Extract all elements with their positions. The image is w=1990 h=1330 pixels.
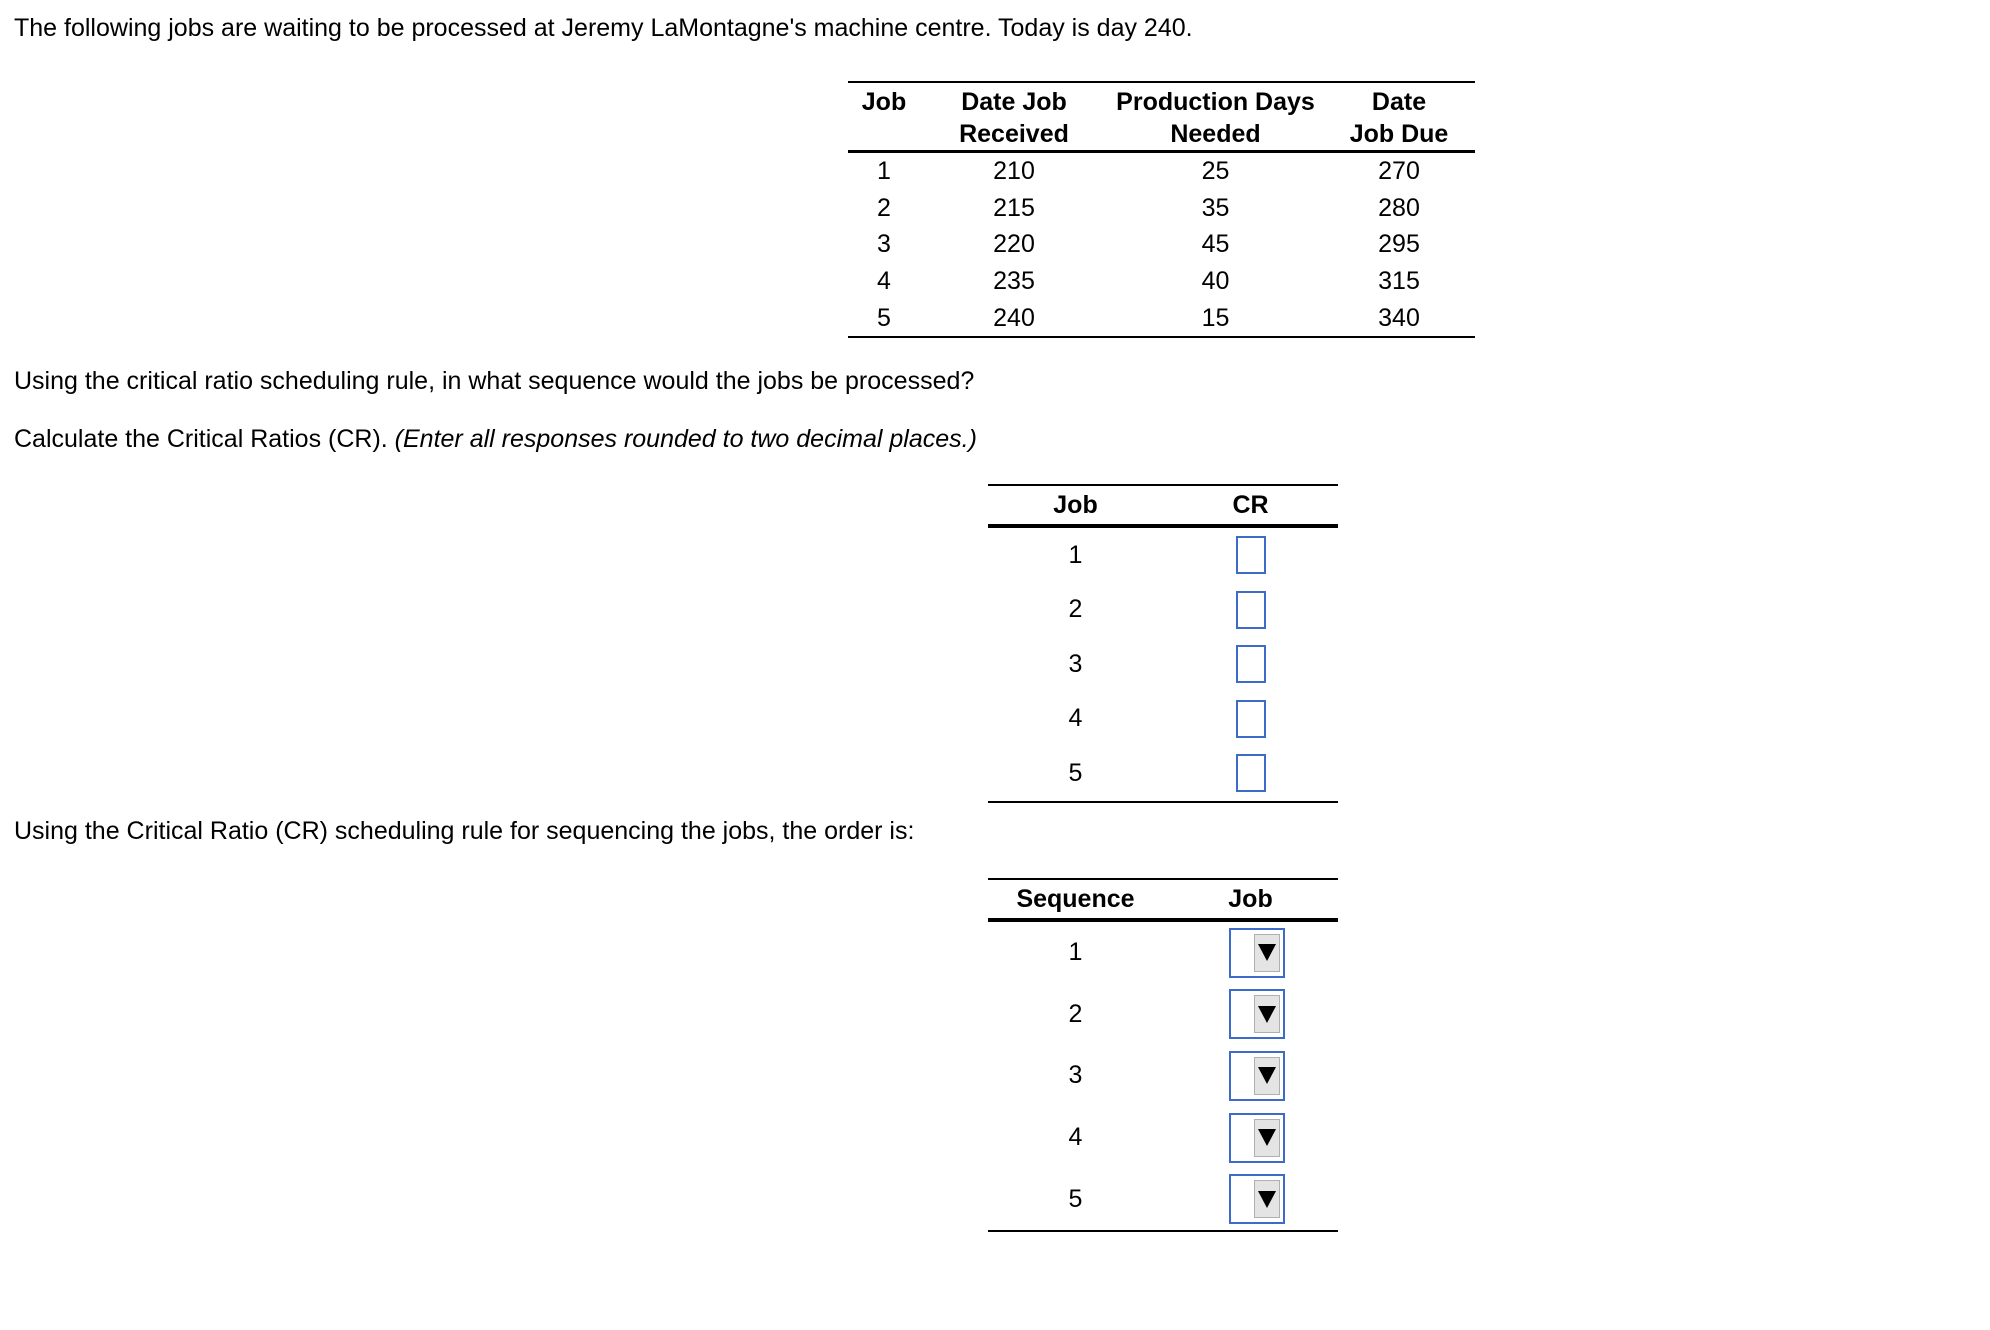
triangle-down-icon	[1258, 1006, 1276, 1023]
question-order: Using the Critical Ratio (CR) scheduling rule for sequencing the jobs, the order is:	[14, 817, 915, 845]
cr-header-cr: CR	[1232, 490, 1269, 519]
cell-date-due: 340	[1323, 299, 1475, 337]
cr-table-header	[988, 486, 1338, 528]
cell-date-received: 220	[993, 230, 1035, 259]
sequence-row	[988, 922, 1338, 984]
cr-input-job-1[interactable]	[1236, 536, 1266, 574]
header-production-days	[1108, 82, 1323, 152]
cell-date-due: 315	[1378, 267, 1420, 296]
cr-input-job-5[interactable]	[1236, 754, 1266, 792]
dropdown-button[interactable]	[1254, 1057, 1280, 1095]
sequence-row	[988, 1168, 1338, 1230]
cr-header-job: Job	[1053, 490, 1098, 519]
job-dropdown-seq-2[interactable]	[1229, 989, 1285, 1039]
sequence-number: 3	[1068, 1061, 1083, 1090]
cr-input-job-4[interactable]	[1236, 700, 1266, 738]
cr-row	[988, 692, 1338, 747]
header-date-due-line2: Job Due	[1349, 120, 1449, 148]
sequence-header-sequence: Sequence	[1016, 884, 1135, 913]
cr-row	[988, 746, 1338, 801]
cell-production-days: 15	[1108, 299, 1323, 337]
triangle-down-icon	[1258, 1129, 1276, 1146]
cell-date-received: 210	[993, 157, 1035, 186]
table-row	[848, 152, 1475, 190]
table-row	[848, 263, 1475, 300]
triangle-down-icon	[1258, 1191, 1276, 1208]
sequence-table-header	[988, 880, 1338, 922]
header-date-received-line2: Received	[959, 120, 1069, 148]
job-dropdown-seq-3[interactable]	[1229, 1051, 1285, 1101]
question-calculate-cr-note: (Enter all responses rounded to two decimal places.)	[394, 425, 977, 453]
sequence-table	[988, 878, 1338, 1232]
sequence-header-job: Job	[1228, 884, 1273, 913]
question-calculate-cr	[14, 425, 977, 454]
sequence-row	[988, 984, 1338, 1046]
job-dropdown-seq-4[interactable]	[1229, 1113, 1285, 1163]
cr-job-number: 2	[1068, 595, 1083, 624]
sequence-row	[988, 1045, 1338, 1107]
header-date-due-line1: Date	[1371, 88, 1427, 116]
sequence-number: 1	[1068, 938, 1083, 967]
cr-table	[988, 484, 1338, 803]
cell-production-days: 45	[1201, 230, 1230, 259]
cr-input-job-3[interactable]	[1236, 645, 1266, 683]
question-calculate-cr-main: Calculate the Critical Ratios (CR).	[14, 425, 395, 453]
header-job	[848, 82, 920, 152]
cell-date-due: 280	[1378, 193, 1420, 222]
header-production-days-line2: Needed	[1170, 120, 1261, 148]
triangle-down-icon	[1258, 1067, 1276, 1084]
cell-job: 3	[877, 230, 891, 259]
dropdown-button[interactable]	[1254, 1119, 1280, 1157]
header-date-received-line1: Date Job	[961, 88, 1067, 116]
jobs-data-table	[848, 81, 1475, 338]
question-sequence: Using the critical ratio scheduling rule, in what sequence would the jobs be processed?	[14, 367, 975, 395]
header-date-due	[1323, 82, 1475, 152]
cr-row	[988, 583, 1338, 638]
cell-production-days: 35	[1201, 193, 1230, 222]
cr-row	[988, 528, 1338, 583]
cell-date-due: 270	[1378, 157, 1420, 186]
table-row	[848, 299, 1475, 337]
dropdown-button[interactable]	[1254, 995, 1280, 1033]
cell-job: 5	[848, 299, 920, 337]
table-row	[848, 226, 1475, 263]
header-production-days-line1: Production Days	[1116, 88, 1315, 116]
cr-input-job-2[interactable]	[1236, 591, 1266, 629]
cell-job: 1	[877, 157, 891, 186]
job-dropdown-seq-5[interactable]	[1229, 1174, 1285, 1224]
sequence-number: 2	[1068, 999, 1083, 1028]
intro-text: The following jobs are waiting to be processed at Jeremy LaMontagne's machine centre. Today is day 240.	[14, 14, 1193, 42]
sequence-number: 5	[1068, 1184, 1083, 1213]
cell-job: 4	[877, 267, 891, 296]
sequence-number: 4	[1068, 1123, 1083, 1152]
cr-job-number: 4	[1068, 704, 1083, 733]
dropdown-button[interactable]	[1254, 934, 1280, 972]
table-row	[848, 190, 1475, 227]
header-job-line1: Job	[861, 88, 907, 116]
triangle-down-icon	[1258, 944, 1276, 961]
sequence-row	[988, 1107, 1338, 1169]
cell-date-received: 215	[993, 193, 1035, 222]
cell-date-received: 240	[920, 299, 1108, 337]
cell-production-days: 25	[1201, 157, 1230, 186]
cr-row	[988, 637, 1338, 692]
cr-job-number: 1	[1068, 540, 1083, 569]
cell-production-days: 40	[1201, 267, 1230, 296]
job-dropdown-seq-1[interactable]	[1229, 928, 1285, 978]
cell-job: 2	[877, 193, 891, 222]
cell-date-received: 235	[993, 267, 1035, 296]
cr-job-number: 3	[1068, 649, 1083, 678]
cr-job-number: 5	[1068, 758, 1083, 787]
header-date-received	[920, 82, 1108, 152]
jobs-table-header	[848, 82, 1475, 152]
cell-date-due: 295	[1378, 230, 1420, 259]
dropdown-button[interactable]	[1254, 1180, 1280, 1218]
